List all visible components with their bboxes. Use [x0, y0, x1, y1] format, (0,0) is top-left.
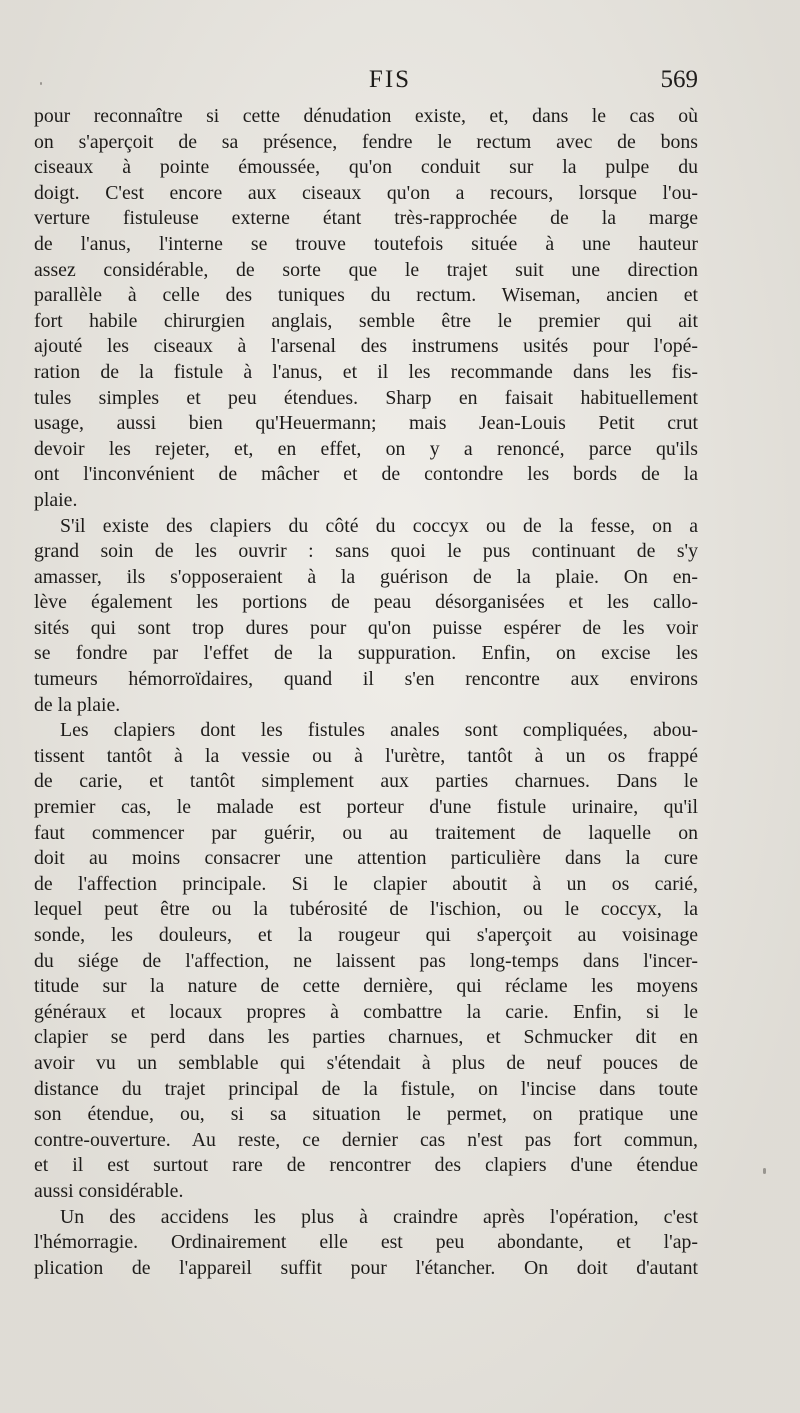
text-line: on s'aperçoit de sa présence, fendre le rectum avec de bons	[34, 130, 698, 153]
text-line: contre-ouverture. Au reste, ce dernier cas n'est pas fort commun,	[34, 1128, 698, 1151]
text-line: fort habile chirurgien anglais, semble être le premier qui ait	[34, 309, 698, 332]
text-line: et il est surtout rare de rencontrer des clapiers d'une étendue	[34, 1154, 698, 1177]
text-line: amasser, ils s'opposeraient à la guérison de la plaie. On en-	[34, 565, 698, 588]
text-line: pour reconnaître si cette dénudation existe, et, dans le cas où	[34, 105, 698, 127]
text-line: de l'affection principale. Si le clapier aboutit à un os carié,	[34, 872, 698, 895]
text-line: lève également les portions de peau désorganisées et les callo-	[34, 591, 698, 614]
paper-speck	[40, 82, 42, 85]
text-line: lequel peut être ou la tubérosité de l'ischion, ou le coccyx, la	[34, 898, 698, 921]
body-text	[34, 104, 698, 1281]
text-line: ont l'inconvénient de mâcher et de contondre les bords de la	[34, 463, 698, 486]
running-head	[0, 66, 800, 106]
paragraph-text	[34, 514, 698, 719]
text-line: ciseaux à pointe émoussée, qu'on conduit sur la pulpe du	[34, 156, 698, 179]
text-line: de la plaie.	[34, 693, 121, 716]
paragraph-text	[34, 1205, 698, 1282]
text-line: de l'anus, l'interne se trouve toutefois située à une hauteur	[34, 232, 698, 255]
text-line: plaie.	[34, 488, 78, 511]
text-line: sonde, les douleurs, et la rougeur qui s'aperçoit au voisinage	[34, 924, 698, 946]
text-line: doigt. C'est encore aux ciseaux qu'on a recours, lorsque l'ou-	[34, 181, 698, 204]
text-line: verture fistuleuse externe étant très-rapprochée de la marge	[34, 207, 698, 230]
text-line: distance du trajet principal de la fistule, on l'incise dans toute	[34, 1077, 698, 1100]
text-line: tumeurs hémorroïdaires, quand il s'en rencontre aux environs	[34, 668, 698, 691]
text-line: assez considérable, de sorte que le trajet suit une direction	[34, 258, 698, 281]
paragraph-text	[34, 718, 698, 1204]
paragraph	[34, 104, 698, 514]
paragraph	[34, 1205, 698, 1282]
paragraph	[34, 718, 698, 1204]
text-line: du siége de l'affection, ne laissent pas long-temps dans l'incer-	[34, 949, 698, 972]
text-line: faut commencer par guérir, ou au traitement de laquelle on	[34, 821, 698, 844]
page-number: 569	[660, 66, 698, 93]
running-title: FIS	[368, 66, 412, 93]
text-line: Un des accidens les plus à craindre après l'opération, c'est	[60, 1205, 698, 1228]
text-line: parallèle à celle des tuniques du rectum. Wiseman, ancien et	[34, 284, 698, 307]
text-line: clapier se perd dans les parties charnues, et Schmucker dit en	[34, 1026, 698, 1049]
text-line: usage, aussi bien qu'Heuermann; mais Jean-Louis Petit crut	[34, 412, 698, 435]
text-line: grand soin de les ouvrir : sans quoi le pus continuant de s'y	[34, 540, 698, 563]
text-line: ration de la fistule à l'anus, et il les recommande dans les fis-	[34, 360, 698, 383]
text-line: titude sur la nature de cette dernière, qui réclame les moyens	[34, 975, 698, 998]
text-line: généraux et locaux propres à combattre la carie. Enfin, si le	[34, 1000, 698, 1023]
text-line: doit au moins consacrer une attention particulière dans la cure	[34, 847, 698, 870]
text-line: premier cas, le malade est porteur d'une fistule urinaire, qu'il	[34, 796, 698, 819]
text-line: sités qui sont trop dures pour qu'on puisse espérer de les voir	[34, 616, 698, 639]
text-line: Les clapiers dont les fistules anales sont compliquées, abou-	[60, 719, 698, 742]
text-line: tissent tantôt à la vessie ou à l'urètre, tantôt à un os frappé	[34, 744, 698, 767]
paragraph	[34, 514, 698, 719]
text-line: plication de l'appareil suffit pour l'étancher. On doit d'autant	[34, 1256, 698, 1279]
text-line: devoir les rejeter, et, en effet, on y a renoncé, parce qu'ils	[34, 437, 698, 460]
text-line: tules simples et peu étendues. Sharp en faisait habituellement	[34, 386, 698, 409]
text-line: l'hémorragie. Ordinairement elle est peu abondante, et l'ap-	[34, 1231, 698, 1254]
text-line: avoir vu un semblable qui s'étendait à plus de neuf pouces de	[34, 1051, 698, 1074]
paper-speck	[763, 1168, 766, 1174]
text-line: S'il existe des clapiers du côté du coccyx ou de la fesse, on a	[60, 514, 698, 537]
text-line: aussi considérable.	[34, 1179, 184, 1202]
text-line: ajouté les ciseaux à l'arsenal des instrumens usités pour l'opé-	[34, 335, 698, 358]
text-line: son étendue, ou, si sa situation le permet, on pratique une	[34, 1103, 698, 1126]
text-line: se fondre par l'effet de la suppuration. Enfin, on excise les	[34, 642, 698, 665]
text-line: de carie, et tantôt simplement aux parties charnues. Dans le	[34, 770, 698, 793]
paragraph-text	[34, 104, 698, 514]
